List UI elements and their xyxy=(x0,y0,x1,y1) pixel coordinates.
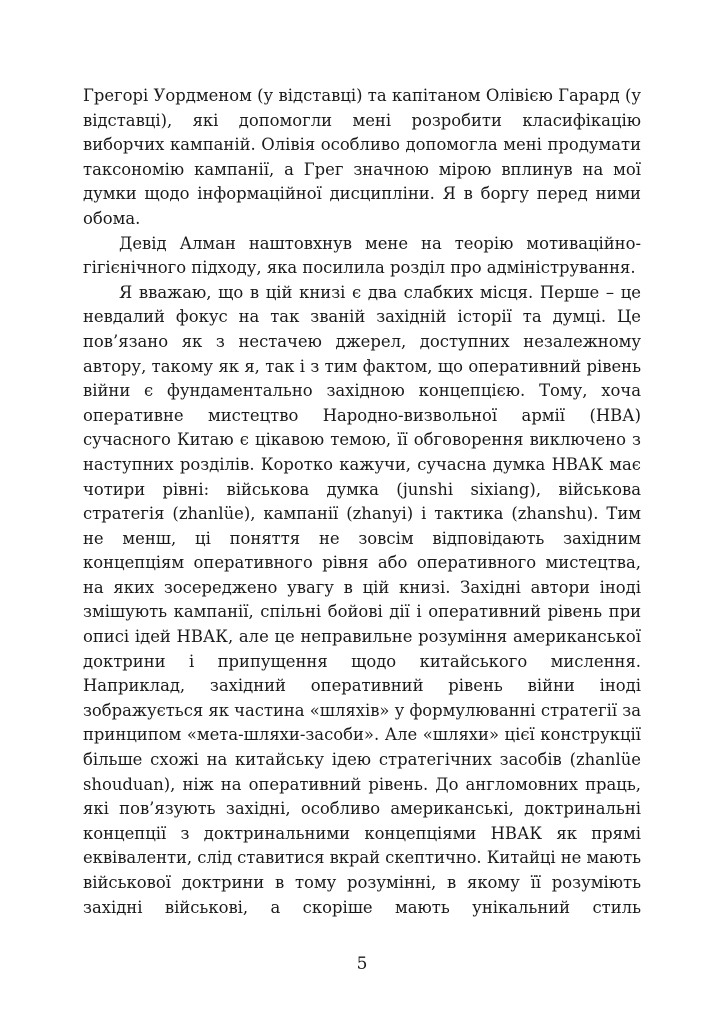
document-body xyxy=(83,84,641,920)
text-line: відставці), які допомогли мені розробити класифікацію xyxy=(83,110,641,130)
text-line: сучасного Китаю є цікавою темою, її обговорення виключено з xyxy=(83,430,641,450)
text-line: оперативне мистецтво Народно-визвольної армії (НВА) xyxy=(83,405,641,425)
text-line: наступних розділів. Коротко кажучи, сучасна думка НВАК має xyxy=(83,454,641,474)
text-line: західні військові, а скоріше мають унікальний стиль xyxy=(83,897,641,917)
text-line: чотири рівні: військова думка (junshi sixiang), військова xyxy=(83,479,641,499)
text-line: Наприклад, західний оперативний рівень війни іноді xyxy=(83,676,641,696)
text-line: еквіваленти, слід ставитися вкрай скептично. Китайці не мають xyxy=(83,848,641,868)
text-line: концепціям оперативного рівня або оперативного мистецтва, xyxy=(83,553,641,573)
text-line: змішують кампанії, спільні бойові дії і оперативний рівень при xyxy=(83,602,641,622)
text-line: обома. xyxy=(83,208,141,228)
text-line: стратегія (zhanlüe), кампанії (zhanyi) і тактика (zhanshu). Тим xyxy=(83,504,641,524)
page-number: 5 xyxy=(356,954,368,974)
text-line: більше схожі на китайську ідею стратегічних засобів (zhanlüe xyxy=(83,750,641,770)
text-line: описі ідей НВАК, але це неправильне розуміння американської xyxy=(83,627,641,647)
paragraph xyxy=(83,232,641,281)
paragraph xyxy=(83,281,641,920)
text-line: пов’язано як з нестачею джерел, доступних незалежному xyxy=(83,331,641,351)
text-line: військової доктрини в тому розумінні, в якому її розуміють xyxy=(83,873,641,892)
text-line: Я вважаю, що в цій книзі є два слабких місця. Перше – це xyxy=(119,282,641,302)
text-line: принципом «мета-шляхи-засоби». Але «шляхи» цієї конструкції xyxy=(83,725,641,745)
text-line: автору, такому як я, так і з тим фактом, що оперативний рівень xyxy=(83,356,641,376)
text-line: shouduan), ніж на оперативний рівень. До англомовних праць, xyxy=(83,774,641,794)
text-line: гігієнічного підходу, яка посилила розділ про адміністрування. xyxy=(83,258,636,278)
text-line: Грегорі Уордменом (у відставці) та капітаном Олівією Гарард (у xyxy=(83,86,641,105)
text-line: не менш, ці поняття не зовсім відповідають західним xyxy=(83,528,641,548)
paragraph xyxy=(83,84,641,232)
text-line: доктрини і припущення щодо китайського мислення. xyxy=(83,651,641,671)
text-line: думки щодо інформаційної дисципліни. Я в боргу перед ними xyxy=(83,184,641,204)
text-line: які пов’язують західні, особливо американські, доктринальні xyxy=(83,799,641,819)
text-line: концепції з доктринальними концепціями НВАК як прямі xyxy=(83,823,641,843)
text-line: Девід Алман наштовхнув мене на теорію мотиваційно- xyxy=(119,233,641,253)
text-line: виборчих кампаній. Олівія особливо допомогла мені продумати xyxy=(83,135,641,155)
text-line: таксономію кампанії, а Грег значною мірою вплинув на мої xyxy=(83,159,641,179)
text-line: на яких зосереджено увагу в цій книзі. Західні автори іноді xyxy=(83,577,641,597)
text-line: зображується як частина «шляхів» у формулюванні стратегії за xyxy=(83,700,641,720)
text-line: невдалий фокус на так званій західній історії та думці. Це xyxy=(83,307,641,327)
text-line: війни є фундаментально західною концепцією. Тому, хоча xyxy=(83,381,641,401)
